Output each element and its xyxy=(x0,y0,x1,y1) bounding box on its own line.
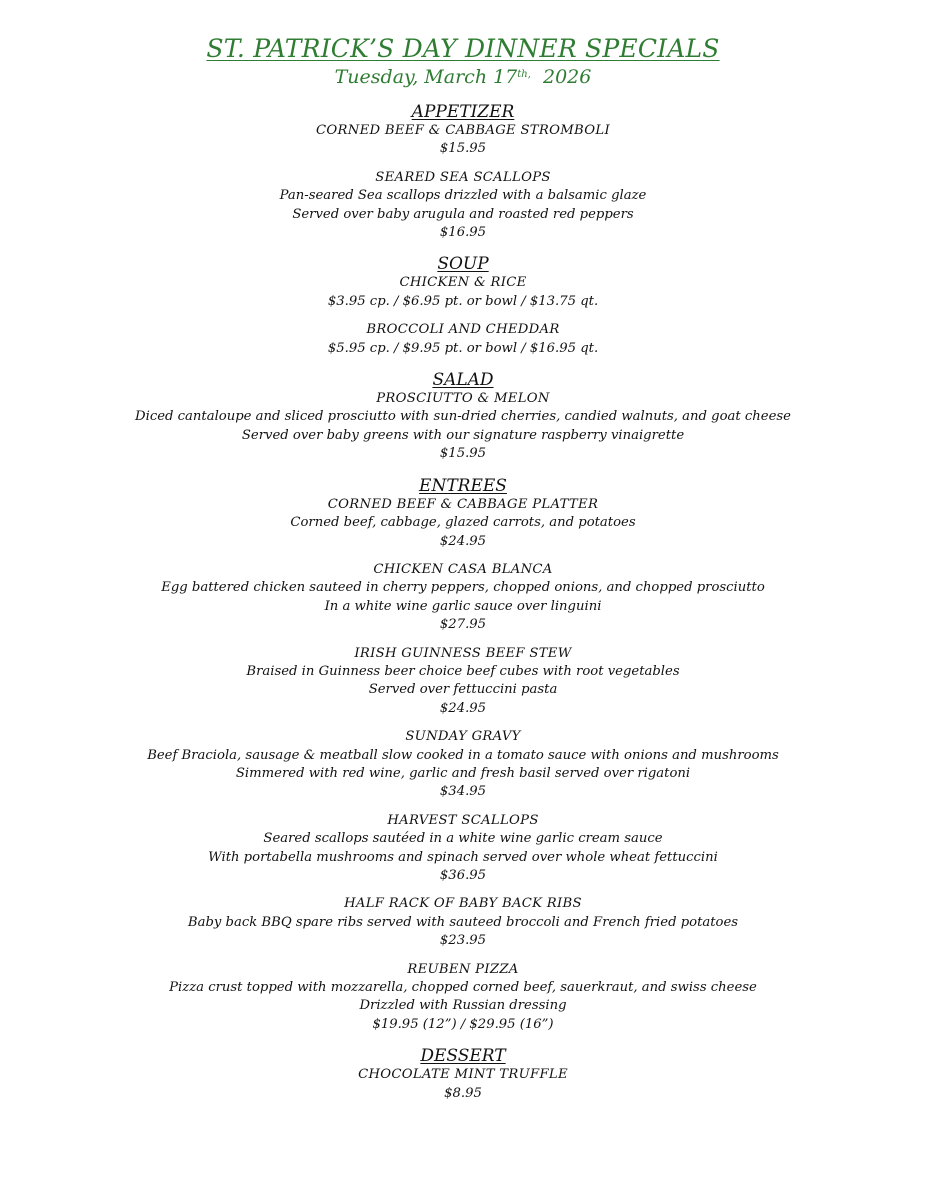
section-heading-entrees: ENTREES xyxy=(419,475,507,496)
item-price: $15.95 xyxy=(439,446,487,462)
item-description: Baby back BBQ spare ribs served with sauteed broccoli and French fried potatoes xyxy=(187,914,739,930)
menu-item xyxy=(0,321,926,358)
item-description: Corned beef, cabbage, glazed carrots, and potatoes xyxy=(290,515,636,531)
item-description: Pizza crust topped with mozzarella, chopped corned beef, sauerkraut, and swiss cheese xyxy=(169,980,757,996)
item-description: Braised in Guinness beer choice beef cubes with root vegetables xyxy=(246,663,680,679)
section-heading-appetizer: APPETIZER xyxy=(411,102,515,122)
menu-item xyxy=(0,812,926,886)
item-name: SEARED SEA SCALLOPS xyxy=(375,169,551,185)
section-soup xyxy=(0,254,926,358)
section-heading-salad: SALAD xyxy=(432,370,494,391)
item-name: IRISH GUINNESS BEEF STEW xyxy=(354,645,572,661)
menu-item xyxy=(0,961,926,1035)
item-description: With portabella mushrooms and spinach served over whole wheat fettuccini xyxy=(208,849,718,865)
section-heading-soup: SOUP xyxy=(437,254,489,275)
item-name: CHICKEN & RICE xyxy=(399,275,527,291)
date-ordinal-suffix: th, xyxy=(517,69,531,80)
item-name: REUBEN PIZZA xyxy=(407,961,519,977)
item-price: $36.95 xyxy=(439,868,487,883)
item-name: BROCCOLI AND CHEDDAR xyxy=(366,322,560,338)
menu-item xyxy=(0,496,926,551)
item-price: $24.95 xyxy=(439,700,487,716)
item-description: Served over baby greens with our signature raspberry vinaigrette xyxy=(241,427,685,443)
menu-item xyxy=(0,728,926,802)
menu-item xyxy=(0,1066,926,1103)
item-description: Egg battered chicken sauteed in cherry peppers, chopped onions, and chopped prosciutto xyxy=(161,580,765,596)
item-price: $15.95 xyxy=(439,141,487,157)
menu-item xyxy=(0,274,926,311)
item-price: $23.95 xyxy=(439,933,487,949)
menu-item xyxy=(0,390,926,464)
item-price: $8.95 xyxy=(444,1085,482,1101)
menu-item xyxy=(0,895,926,950)
item-name: HARVEST SCALLOPS xyxy=(387,812,539,828)
item-name: SUNDAY GRAVY xyxy=(405,729,521,745)
item-description: Beef Braciola, sausage & meatball slow cooked in a tomato sauce with onions and mushrooms xyxy=(147,747,779,763)
item-price: $19.95 (12”) / $29.95 (16”) xyxy=(372,1016,554,1032)
date-year: 2026 xyxy=(530,66,592,88)
item-price: $27.95 xyxy=(439,617,487,633)
event-date xyxy=(0,64,926,90)
menu-sections xyxy=(0,102,926,1103)
menu-item xyxy=(0,645,926,719)
date-text: Tuesday, March 17 xyxy=(334,66,518,88)
item-description: Served over fettuccini pasta xyxy=(368,682,558,698)
menu-item xyxy=(0,169,926,243)
item-description: Drizzled with Russian dressing xyxy=(359,998,567,1014)
item-description: Served over baby arugula and roasted red peppers xyxy=(292,206,634,222)
item-name: CORNED BEEF & CABBAGE PLATTER xyxy=(327,496,599,512)
section-heading-dessert: DESSERT xyxy=(420,1046,506,1067)
item-name: PROSCIUTTO & MELON xyxy=(376,391,550,407)
section-salad xyxy=(0,370,926,464)
item-description: Simmered with red wine, garlic and fresh basil served over rigatoni xyxy=(235,765,691,781)
item-description: Seared scallops sautéed in a white wine garlic cream sauce xyxy=(263,831,663,847)
item-name: CORNED BEEF & CABBAGE STROMBOLI xyxy=(316,123,610,138)
item-description: Diced cantaloupe and sliced prosciutto with sun-dried cherries, candied walnuts, and goat cheese xyxy=(135,409,791,425)
page-title: ST. PATRICK’S DAY DINNER SPECIALS xyxy=(206,34,720,63)
item-name: CHICKEN CASA BLANCA xyxy=(373,561,553,577)
section-appetizer xyxy=(0,102,926,242)
item-price: $24.95 xyxy=(439,533,487,549)
section-entrees xyxy=(0,476,926,1035)
item-name: CHOCOLATE MINT TRUFFLE xyxy=(358,1067,568,1083)
item-price: $34.95 xyxy=(439,784,487,800)
item-price: $3.95 cp. / $6.95 pt. or bowl / $13.75 qt. xyxy=(327,293,599,309)
item-name: HALF RACK OF BABY BACK RIBS xyxy=(344,896,582,912)
item-description: In a white wine garlic sauce over linguini xyxy=(324,598,602,614)
section-dessert xyxy=(0,1046,926,1103)
item-price: $16.95 xyxy=(439,225,487,241)
menu-item xyxy=(0,122,926,159)
menu-item xyxy=(0,561,926,635)
item-description: Pan-seared Sea scallops drizzled with a balsamic glaze xyxy=(279,188,647,204)
item-price: $5.95 cp. / $9.95 pt. or bowl / $16.95 qt. xyxy=(327,340,599,356)
